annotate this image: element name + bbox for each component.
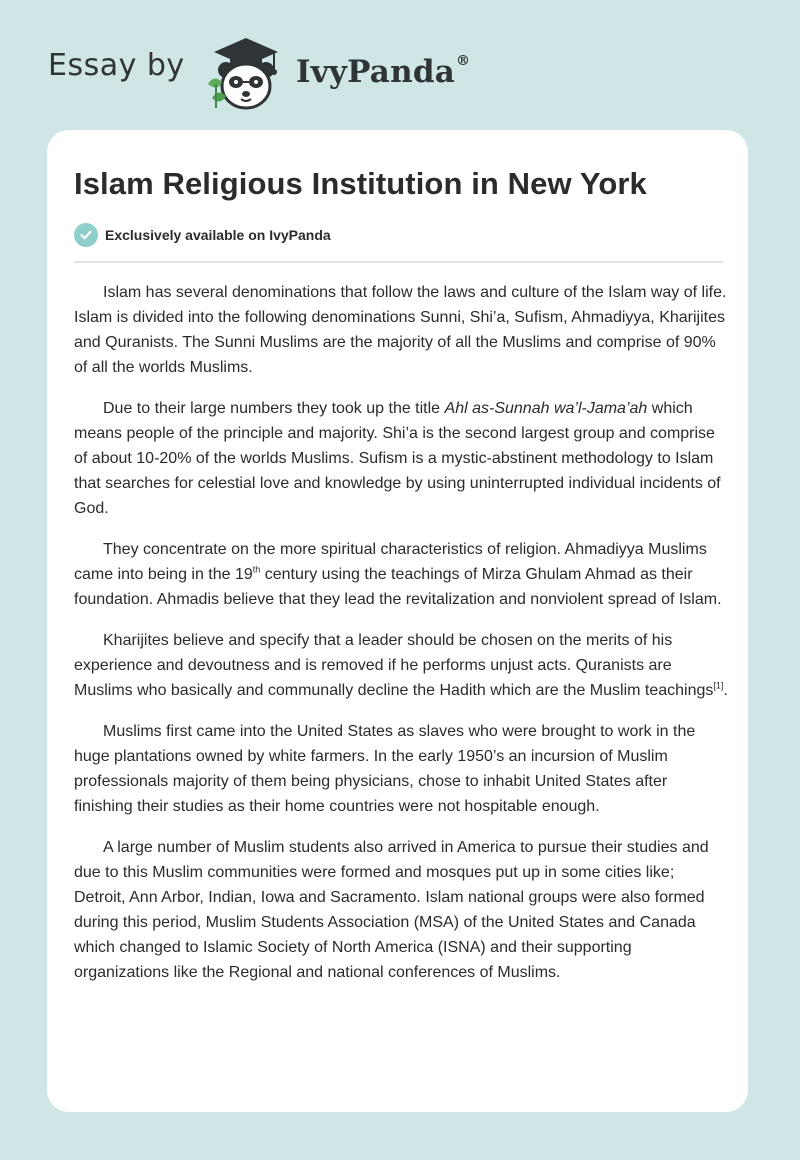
paragraph-text: which means people of the principle and majority. Shi’a is the second largest group and comprise of about 10-20% of the worlds Muslims. Sufism is a mystic-abstinent methodology to Islam that searches for celestial love and knowledge by using uninterrupted individual incidents of God.	[74, 400, 721, 517]
essay-by-label: Essay by	[48, 48, 185, 83]
paragraph-text: They concentrate on the more spiritual characteristics of religion. Ahmadiyya Muslims came into being in the 19	[74, 541, 707, 583]
brand-name[interactable]	[296, 54, 470, 90]
exclusive-badge-text: Exclusively available on IvyPanda	[105, 227, 331, 243]
paragraph-text: Kharijites believe and specify that a leader should be chosen on the merits of his experience and devoutness and is removed if he performs unjust acts. Quranists are Muslims who basically and communally decline the Hadith which are the Muslim teachings	[74, 632, 714, 699]
paragraph-text: century using the teachings of Mirza Ghulam Ahmad as their foundation. Ahmadis believe that they lead the revitalization and nonviolent spread of Islam.	[74, 566, 722, 608]
paragraph	[74, 396, 728, 521]
page-title: Islam Religious Institution in New York	[74, 166, 647, 201]
footnote-link[interactable]: [1]	[713, 680, 724, 691]
brand-name-text: IvyPanda	[296, 54, 455, 90]
exclusive-badge	[74, 222, 331, 248]
check-icon	[74, 223, 98, 247]
paragraph	[74, 628, 728, 703]
italic-term: Ahl as-Sunnah wa’l-Jama’ah	[444, 400, 648, 417]
paragraph-text: .	[723, 682, 728, 699]
divider	[74, 261, 723, 263]
ordinal-suffix: th	[252, 564, 261, 575]
paragraph	[74, 537, 728, 612]
article-card	[47, 130, 748, 1112]
paragraph-text: Due to their large numbers they took up the title	[103, 400, 445, 417]
panda-graduate-logo-icon[interactable]	[200, 36, 292, 112]
article-body	[74, 280, 728, 1001]
site-header	[48, 34, 648, 114]
paragraph: A large number of Muslim students also arrived in America to pursue their studies and due to this Muslim communities were formed and mosques put up in some cities like; Detroit, Ann Arbor, Indian, Iowa and Sacramento. Islam national groups were also formed during this period, Muslim Students Association (MSA) of the United States and Canada which changed to Islamic Society of North America (ISNA) and their supporting organizations like the Regional and national conferences of Muslims.	[74, 839, 709, 981]
paragraph: Muslims first came into the United States as slaves who were brought to work in the huge plantations owned by white farmers. In the early 1950’s an incursion of Muslim professionals majority of them being physicians, chose to inhabit United States after finishing their studies as their home countries were not hospitable enough.	[74, 723, 696, 815]
registered-mark: ®	[456, 52, 471, 69]
paragraph: Islam has several denominations that follow the laws and culture of the Islam way of life. Islam is divided into the following denominations Sunni, Shi’a, Sufism, Ahmadiyya, Kharijites and Quranists. The Sunni Muslims are the majority of all the Muslims and comprise of 90% of all the worlds Muslims.	[74, 284, 727, 376]
